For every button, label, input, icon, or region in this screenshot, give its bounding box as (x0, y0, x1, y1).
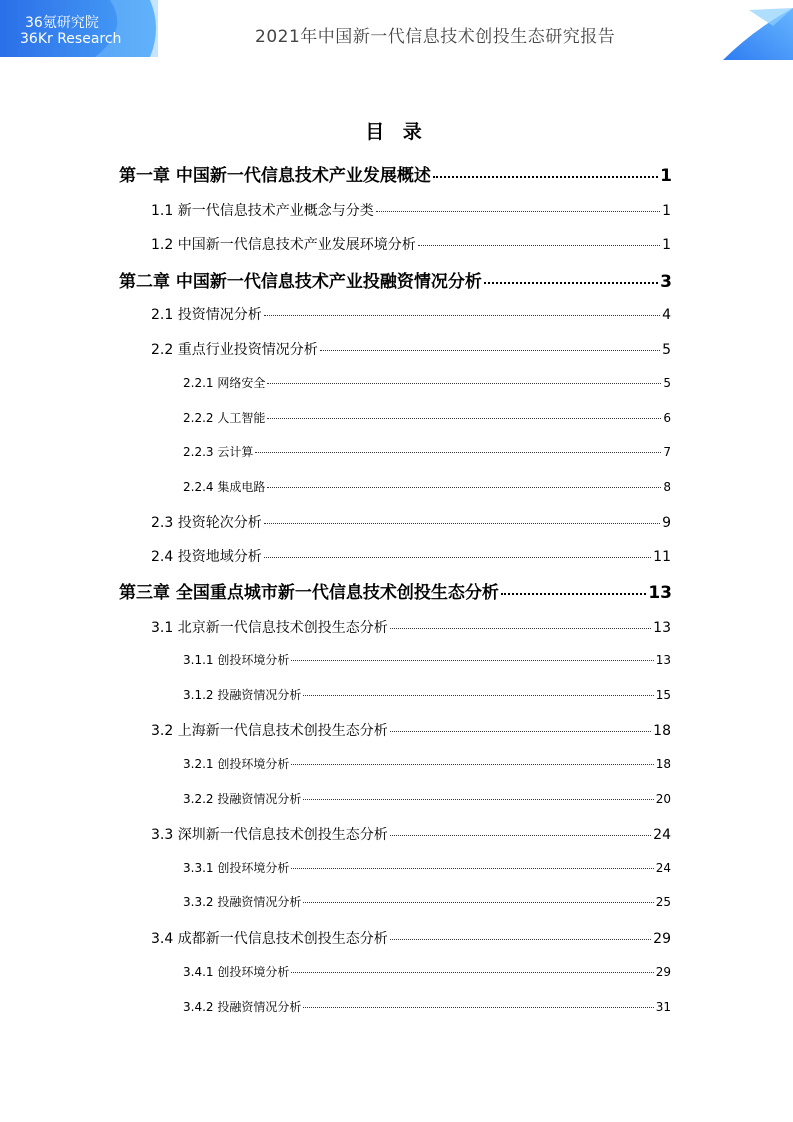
toc-entry-page: 13 (655, 653, 671, 667)
toc-entry-label: 2.2.2 人工智能 (183, 411, 266, 425)
logo-text-cn: 36氪研究院 (25, 15, 99, 31)
dot-leader (267, 487, 661, 488)
toc-entry-page: 13 (648, 583, 672, 603)
logo-text-en: 36Kr Research (20, 31, 122, 47)
toc-entry-label: 3.3.2 投融资情况分析 (183, 895, 302, 909)
dot-leader (264, 523, 660, 524)
toc-entry-label: 3.2.1 创投环境分析 (183, 757, 290, 771)
toc-entry-page: 18 (653, 723, 671, 739)
toc-entry[interactable] (183, 755, 671, 772)
toc-entry-page: 18 (655, 757, 671, 771)
toc-entry-page: 1 (662, 203, 671, 219)
toc-entry[interactable] (151, 234, 671, 254)
toc-entry-label: 2.2 重点行业投资情况分析 (151, 342, 318, 358)
toc-entry[interactable] (183, 686, 671, 703)
toc-entry-page: 4 (662, 307, 671, 323)
toc-entry-label: 1.1 新一代信息技术产业概念与分类 (151, 203, 374, 219)
dot-leader (484, 282, 658, 284)
dot-leader (390, 628, 651, 629)
toc-entry[interactable] (183, 478, 671, 495)
toc-entry-label: 3.2 上海新一代信息技术创投生态分析 (151, 723, 388, 739)
toc-entry-label: 2.1 投资情况分析 (151, 307, 262, 323)
toc-entry-label: 3.2.2 投融资情况分析 (183, 792, 302, 806)
dot-leader (264, 315, 660, 316)
toc-entry-label: 3.1.2 投融资情况分析 (183, 688, 302, 702)
toc-entry-page: 5 (662, 342, 671, 358)
dot-leader (303, 902, 653, 903)
toc-entry-label: 3.3.1 创投环境分析 (183, 861, 290, 875)
toc-entry-page: 20 (655, 792, 671, 806)
toc-entry-label: 3.4 成都新一代信息技术创投生态分析 (151, 931, 388, 947)
dot-leader (433, 176, 658, 178)
toc-entry-label: 第一章 中国新一代信息技术产业发展概述 (119, 166, 431, 186)
toc-title: 目 录 (365, 121, 428, 143)
toc-entry[interactable] (183, 998, 671, 1015)
toc-entry-label: 3.1 北京新一代信息技术创投生态分析 (151, 620, 388, 636)
toc-entry-label: 3.4.1 创投环境分析 (183, 965, 290, 979)
toc-entry-page: 8 (663, 480, 671, 494)
dot-leader (291, 868, 653, 869)
toc-entry-label: 2.2.1 网络安全 (183, 376, 266, 390)
toc-entry[interactable] (183, 790, 671, 807)
dot-leader (291, 972, 653, 973)
toc-entry-page: 25 (655, 895, 671, 909)
toc-entry-page: 1 (662, 237, 671, 253)
toc-entry[interactable] (151, 928, 671, 948)
toc-entry-page: 3 (660, 272, 672, 292)
toc-entry-page: 15 (655, 688, 671, 702)
toc-entry-page: 29 (653, 931, 671, 947)
dot-leader (267, 383, 661, 384)
toc-entry[interactable] (151, 512, 671, 532)
toc-entry[interactable] (183, 859, 671, 876)
dot-leader (291, 764, 653, 765)
toc-entry[interactable] (119, 578, 672, 603)
dot-leader (376, 211, 660, 212)
toc-entry[interactable] (151, 617, 671, 637)
toc-entry[interactable] (151, 720, 671, 740)
toc-entry-label: 3.1.1 创投环境分析 (183, 653, 290, 667)
toc-entry-page: 11 (653, 549, 671, 565)
toc-entry[interactable] (183, 651, 671, 668)
toc-entry[interactable] (119, 161, 672, 186)
toc-entry-page: 6 (663, 411, 671, 425)
report-title: 2021年中国新一代信息技术创投生态研究报告 (255, 27, 616, 47)
dot-leader (303, 695, 653, 696)
toc-entry[interactable] (151, 546, 671, 566)
dot-leader (501, 593, 646, 595)
toc-entry-page: 9 (662, 515, 671, 531)
toc-entry-label: 2.3 投资轮次分析 (151, 515, 262, 531)
dot-leader (320, 350, 660, 351)
toc-entry-page: 29 (655, 965, 671, 979)
logo (0, 0, 160, 57)
toc-entry[interactable] (183, 374, 671, 391)
toc-entry[interactable] (183, 409, 671, 426)
corner-decoration (713, 0, 793, 60)
dot-leader (390, 835, 651, 836)
toc-entry-page: 7 (663, 445, 671, 459)
toc-entry-page: 24 (653, 827, 671, 843)
toc-entry-label: 2.4 投资地域分析 (151, 549, 262, 565)
dot-leader (255, 452, 661, 453)
toc-entry-label: 第三章 全国重点城市新一代信息技术创投生态分析 (119, 583, 499, 603)
toc-entry[interactable] (183, 443, 671, 460)
toc-entry-page: 5 (663, 376, 671, 390)
toc-entry[interactable] (183, 963, 671, 980)
toc-entry-page: 31 (655, 1000, 671, 1014)
toc-entry-page: 1 (660, 166, 672, 186)
toc-entry-label: 1.2 中国新一代信息技术产业发展环境分析 (151, 237, 416, 253)
dot-leader (303, 1007, 653, 1008)
toc-entry-label: 3.3 深圳新一代信息技术创投生态分析 (151, 827, 388, 843)
toc-entry-label: 第二章 中国新一代信息技术产业投融资情况分析 (119, 272, 482, 292)
toc-entry[interactable] (151, 339, 671, 359)
toc-entry[interactable] (151, 824, 671, 844)
toc-entry-page: 13 (653, 620, 671, 636)
dot-leader (303, 799, 653, 800)
dot-leader (418, 245, 660, 246)
toc-entry[interactable] (183, 893, 671, 910)
dot-leader (390, 731, 651, 732)
toc-entry[interactable] (119, 267, 672, 292)
toc-entry-page: 24 (655, 861, 671, 875)
dot-leader (390, 939, 651, 940)
toc-entry-label: 2.2.4 集成电路 (183, 480, 266, 494)
toc-entry[interactable] (151, 304, 671, 324)
toc-entry-label: 3.4.2 投融资情况分析 (183, 1000, 302, 1014)
toc-entry[interactable] (151, 200, 671, 220)
toc-entry-label: 2.2.3 云计算 (183, 445, 254, 459)
dot-leader (264, 557, 651, 558)
dot-leader (291, 660, 653, 661)
dot-leader (267, 418, 661, 419)
